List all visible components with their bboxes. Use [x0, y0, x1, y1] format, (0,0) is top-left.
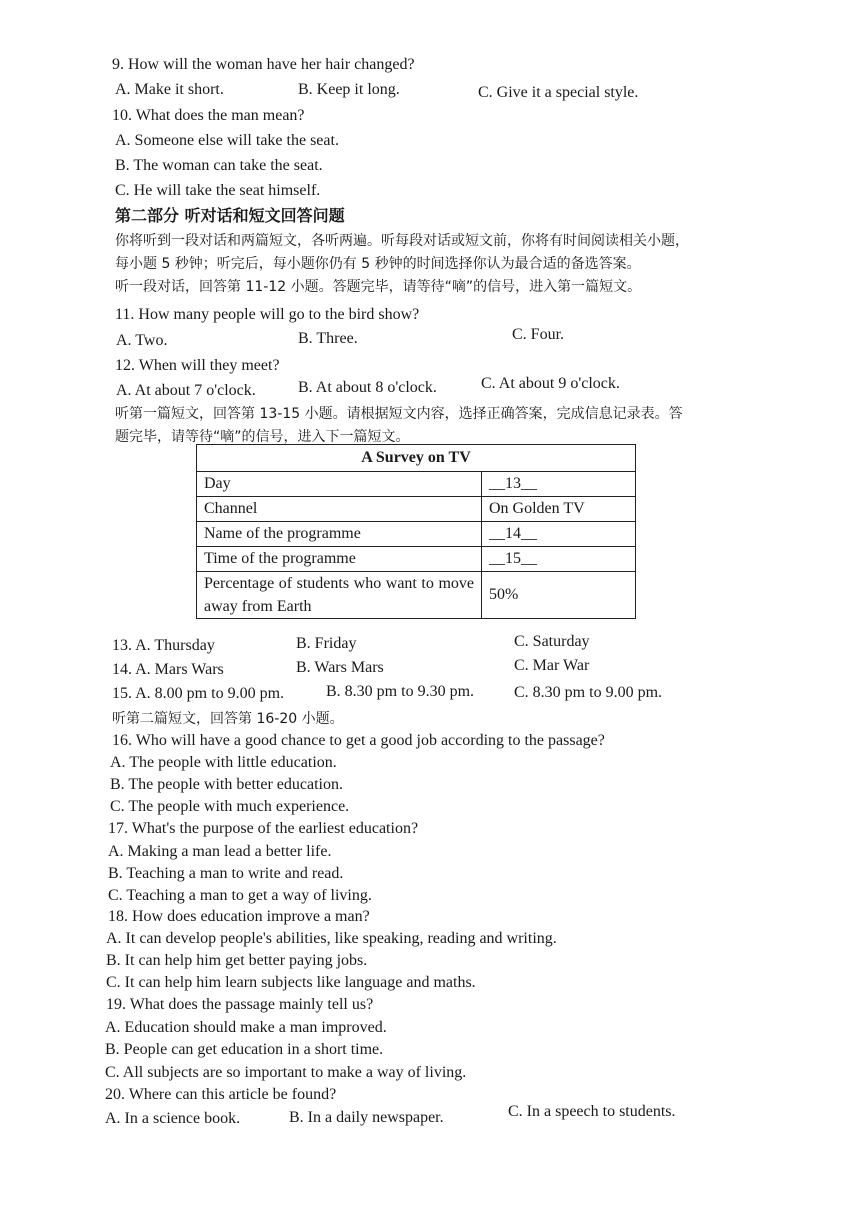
q10-option-c: C. He will take the seat himself. — [115, 182, 321, 199]
q18-option-c: C. It can help him learn subjects like language and maths. — [106, 974, 476, 991]
survey-value-name: __14__ — [482, 522, 636, 547]
survey-row — [197, 522, 636, 547]
q10-option-a: A. Someone else will take the seat. — [115, 132, 339, 149]
q12-option-a: A. At about 7 o'clock. — [116, 382, 256, 399]
q11-option-c: C. Four. — [512, 326, 565, 343]
survey-label-name: Name of the programme — [197, 522, 482, 547]
q12-option-c: C. At about 9 o'clock. — [481, 375, 620, 392]
q11-option-a: A. Two. — [116, 332, 168, 349]
q16-option-a: A. The people with little education. — [110, 754, 337, 771]
q9-option-c: C. Give it a special style. — [478, 84, 639, 101]
survey-value-day: __13__ — [482, 472, 636, 497]
q9-option-a: A. Make it short. — [115, 81, 224, 98]
part2-heading: 第二部分 听对话和短文回答问题 — [115, 206, 345, 225]
q11-option-b: B. Three. — [298, 330, 358, 347]
question-9: 9. How will the woman have her hair changed? — [112, 56, 415, 73]
survey-value-time: __15__ — [482, 547, 636, 572]
q14-option-c: C. Mar War — [514, 657, 590, 674]
q16-option-c: C. The people with much experience. — [110, 798, 350, 815]
q15-option-b: B. 8.30 pm to 9.30 pm. — [326, 683, 475, 700]
question-19: 19. What does the passage mainly tell us? — [106, 996, 374, 1013]
survey-title: A Survey on TV — [197, 445, 636, 472]
survey-row — [197, 497, 636, 522]
q19-option-b: B. People can get education in a short time. — [105, 1041, 384, 1058]
question-12: 12. When will they meet? — [115, 357, 280, 374]
q13-option-a: 13. A. Thursday — [112, 637, 215, 654]
q17-option-a: A. Making a man lead a better life. — [108, 843, 332, 860]
survey-label-channel: Channel — [197, 497, 482, 522]
q9-option-b: B. Keep it long. — [298, 81, 400, 98]
survey-label-day: Day — [197, 472, 482, 497]
passage1-instruction-1: 听第一篇短文，回答第 13-15 小题。请根据短文内容，选择正确答案，完成信息记录表。答 — [115, 406, 683, 422]
part2-instruction-1: 你将听到一段对话和两篇短文，各听两遍。听每段对话或短文前，你将有时间阅读相关小题， — [115, 233, 689, 249]
question-10: 10. What does the man mean? — [112, 107, 305, 124]
q12-option-b: B. At about 8 o'clock. — [298, 379, 437, 396]
question-20: 20. Where can this article be found? — [105, 1086, 337, 1103]
q10-option-b: B. The woman can take the seat. — [115, 157, 323, 174]
q14-option-a: 14. A. Mars Wars — [112, 661, 224, 678]
question-18: 18. How does education improve a man? — [108, 908, 370, 925]
q19-option-c: C. All subjects are so important to make a way of living. — [105, 1064, 467, 1081]
survey-label-time: Time of the programme — [197, 547, 482, 572]
question-11: 11. How many people will go to the bird show? — [115, 306, 420, 323]
survey-row — [197, 572, 636, 619]
passage2-instruction: 听第二篇短文，回答第 16-20 小题。 — [112, 711, 344, 727]
question-16: 16. Who will have a good chance to get a good job according to the passage? — [112, 732, 605, 749]
part2-instruction-3: 听一段对话，回答第 11-12 小题。答题完毕，请等待“嘀”的信号，进入第一篇短文。 — [115, 279, 642, 295]
q14-option-b: B. Wars Mars — [296, 659, 384, 676]
survey-row — [197, 472, 636, 497]
survey-value-channel: On Golden TV — [482, 497, 636, 522]
q20-option-b: B. In a daily newspaper. — [289, 1109, 444, 1126]
q15-option-a: 15. A. 8.00 pm to 9.00 pm. — [112, 685, 285, 702]
q18-option-b: B. It can help him get better paying jobs. — [106, 952, 368, 969]
q18-option-a: A. It can develop people's abilities, like speaking, reading and writing. — [106, 930, 557, 947]
part2-instruction-2: 每小题 5 秒钟；听完后，每小题你仍有 5 秒钟的时间选择你认为最合适的备选答案。 — [115, 256, 641, 272]
q17-option-c: C. Teaching a man to get a way of living. — [108, 887, 372, 904]
survey-value-percentage: 50% — [482, 572, 636, 619]
survey-label-percentage: Percentage of students who want to move away from Earth — [197, 572, 482, 619]
survey-table — [196, 444, 636, 619]
q15-option-c: C. 8.30 pm to 9.00 pm. — [514, 684, 663, 701]
q20-option-c: C. In a speech to students. — [508, 1103, 676, 1120]
passage1-instruction-2: 题完毕，请等待“嘀”的信号，进入下一篇短文。 — [115, 429, 410, 445]
q17-option-b: B. Teaching a man to write and read. — [108, 865, 344, 882]
question-17: 17. What's the purpose of the earliest education? — [108, 820, 419, 837]
q19-option-a: A. Education should make a man improved. — [105, 1019, 387, 1036]
survey-title-row — [197, 445, 636, 472]
survey-row — [197, 547, 636, 572]
q13-option-b: B. Friday — [296, 635, 357, 652]
q20-option-a: A. In a science book. — [105, 1110, 241, 1127]
q13-option-c: C. Saturday — [514, 633, 590, 650]
q16-option-b: B. The people with better education. — [110, 776, 343, 793]
